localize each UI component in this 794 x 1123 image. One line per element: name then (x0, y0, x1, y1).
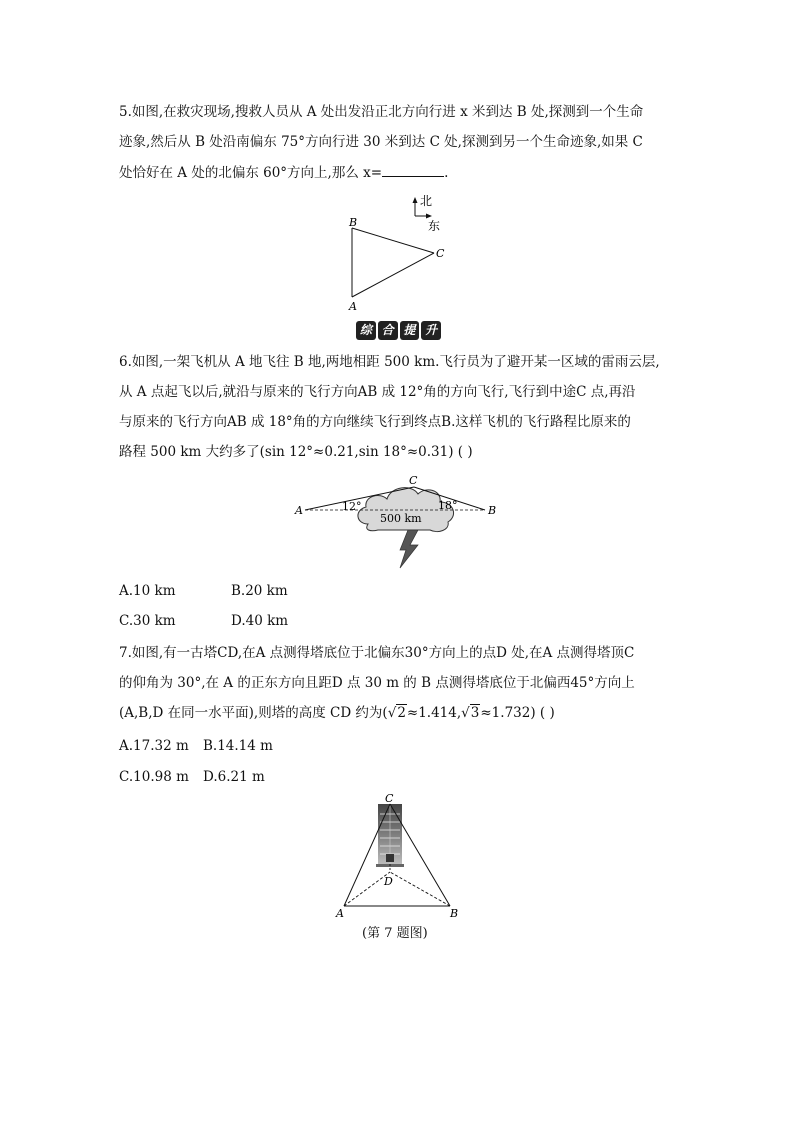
banner-char-3: 提 (400, 321, 420, 340)
point-b-label: B (450, 907, 459, 920)
problem-6-line-1: 6.如图,一架飞机从 A 地飞往 B 地,两地相距 500 km.飞行员为了避开某一区域的雷雨云层, (119, 354, 660, 370)
point-a-label: A (349, 300, 357, 313)
angle-a-label: 12° (342, 500, 362, 513)
option-7b[interactable]: B.14.14 m (203, 738, 273, 754)
sqrt-3-radicand: 3 (470, 705, 480, 721)
option-6c[interactable]: C.30 km (119, 613, 176, 629)
point-d-label: D (384, 875, 393, 888)
figure-7-caption: (第 7 题图) (362, 926, 428, 941)
east-label: 东 (428, 219, 441, 233)
option-7d[interactable]: D.6.21 m (203, 769, 265, 785)
answer-blank[interactable] (382, 162, 444, 177)
sqrt-icon: √ (461, 705, 470, 721)
problem-6-options-row-1 (119, 581, 288, 601)
angle-b-label: 18° (438, 499, 458, 512)
problem-7-options-row-1 (119, 736, 273, 756)
banner-char-2: 合 (378, 321, 398, 340)
problem-6-line-2: 从 A 点起飞以后,就沿与原来的飞行方向AB 成 12°角的方向飞行,飞行到中途C 点,再沿 (119, 384, 636, 400)
option-7c[interactable]: C.10.98 m (119, 769, 189, 785)
option-6d[interactable]: D.40 km (231, 613, 289, 629)
problem-7-line-1: 7.如图,有一古塔CD,在A 点测得塔底位于北偏东30°方向上的点D 处,在A 点测得塔顶C (119, 645, 635, 661)
point-c-label: C (385, 792, 394, 805)
banner-char-4: 升 (421, 321, 441, 340)
problem-7-answer-paren: ( ) (535, 705, 555, 721)
banner-char-1: 综 (356, 321, 376, 340)
point-c-label: C (409, 474, 418, 487)
problem-6-line-4: 路程 500 km 大约多了(sin 12°≈0.21,sin 18°≈0.31) ( ) (119, 444, 473, 460)
sqrt-3-value: ≈1.732) (480, 705, 536, 721)
problem-7-figure (330, 790, 465, 926)
problem-5-line-3 (119, 162, 448, 183)
option-6b[interactable]: B.20 km (231, 583, 288, 599)
option-6a[interactable]: A.10 km (119, 583, 176, 599)
option-7a[interactable]: A.17.32 m (119, 738, 189, 754)
problem-7-options-row-2 (119, 767, 265, 787)
problem-7-line-3 (119, 703, 555, 723)
section-banner-comprehensive (356, 321, 441, 340)
problem-7-line-3-text: (A,B,D 在同一水平面),则塔的高度 CD 约为( (119, 705, 388, 721)
problem-6-line-3: 与原来的飞行方向AB 成 18°角的方向继续飞行到终点B.这样飞机的飞行路程比原来的 (119, 414, 631, 430)
problem-5-line-2: 迹象,然后从 B 处沿南偏东 75°方向行进 30 米到达 C 处,探测到另一个生命迹象,如果 C (119, 134, 643, 150)
problem-6-options-row-2 (119, 611, 288, 631)
sqrt-2-value: ≈1.414, (406, 705, 462, 721)
problem-6-figure (290, 472, 505, 576)
point-b-label: B (488, 504, 497, 517)
point-a-label: A (295, 504, 303, 517)
point-c-label: C (436, 247, 445, 260)
north-label: 北 (420, 194, 433, 208)
problem-5-figure (340, 192, 460, 318)
sqrt-2-radicand: 2 (397, 705, 406, 721)
distance-label: 500 km (380, 512, 422, 525)
problem-7-line-2: 的仰角为 30°,在 A 的正东方向且距D 点 30 m 的 B 点测得塔底位于北偏西45°方向上 (119, 675, 635, 691)
point-a-label: A (336, 907, 344, 920)
lightning-icon (400, 530, 418, 568)
problem-5-line-3-end: . (444, 165, 449, 181)
problem-5-line-1: 5.如图,在救灾现场,搜救人员从 A 处出发沿正北方向行进 x 米到达 B 处,探测到一个生命 (119, 104, 644, 120)
point-b-label: B (349, 216, 358, 229)
problem-5-line-3-text: 处恰好在 A 处的北偏东 60°方向上,那么 x= (119, 165, 383, 181)
sqrt-icon: √ (387, 705, 397, 721)
